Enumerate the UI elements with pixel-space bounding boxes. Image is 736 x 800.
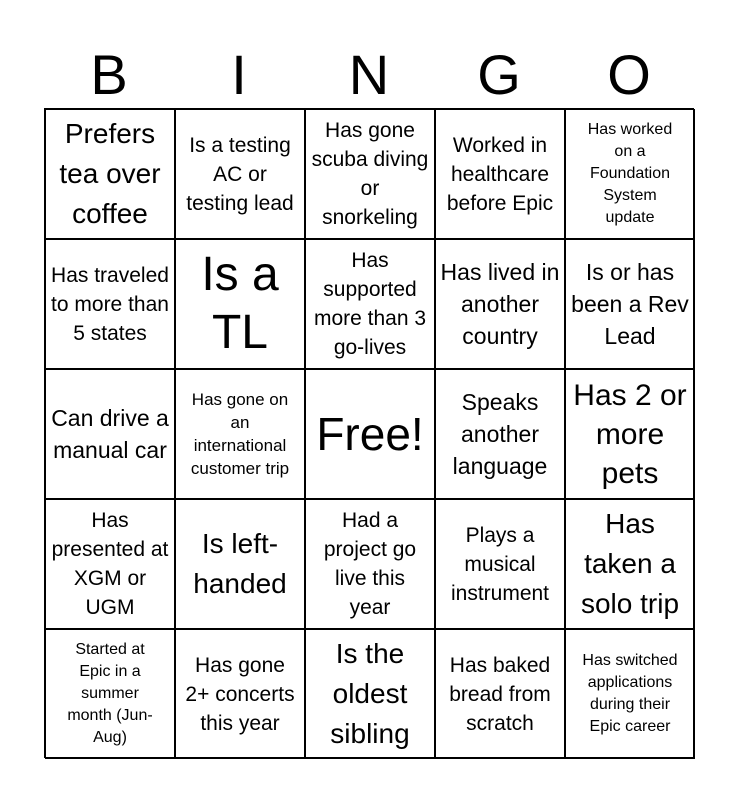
- bingo-cell-r5c4[interactable]: [435, 629, 565, 759]
- bingo-board: [44, 108, 694, 758]
- header-letter-g: G: [477, 43, 521, 106]
- bingo-cell-r4c2[interactable]: [175, 499, 305, 629]
- bingo-cell-r2c5[interactable]: [565, 239, 695, 369]
- bingo-cell-r4c3[interactable]: [305, 499, 435, 629]
- cell-text: Is a testing AC or testing lead: [186, 133, 294, 215]
- cell-text: Prefers tea over coffee: [59, 118, 161, 229]
- cell-text: Is the oldest sibling: [330, 638, 410, 749]
- bingo-cell-r1c5[interactable]: [565, 109, 695, 239]
- cell-text: Has presented at XGM or UGM: [51, 509, 169, 619]
- bingo-cell-r1c4[interactable]: [435, 109, 565, 239]
- bingo-cell-r4c1[interactable]: [45, 499, 175, 629]
- bingo-cell-r5c1[interactable]: [45, 629, 175, 759]
- cell-text: Has 2 or more pets: [573, 378, 687, 490]
- cell-text: Is or has been a Rev Lead: [571, 259, 689, 349]
- cell-text: Has gone on an international customer trip: [190, 390, 290, 478]
- bingo-cell-r5c2[interactable]: [175, 629, 305, 759]
- cell-text: Has traveled to more than 5 states: [51, 263, 169, 345]
- bingo-cell-r4c5[interactable]: [565, 499, 695, 629]
- bingo-cell-r3c1[interactable]: [45, 369, 175, 499]
- bingo-cell-r4c4[interactable]: [435, 499, 565, 629]
- cell-text: Has switched applications during their Epic career: [582, 652, 678, 735]
- cell-text: Has lived in another country: [440, 259, 560, 349]
- header-letter-o: O: [607, 43, 651, 106]
- cell-text: Has supported more than 3 go-lives: [313, 249, 427, 359]
- bingo-cell-r2c2[interactable]: [175, 239, 305, 369]
- cell-text: Has worked on a Foundation System update: [587, 121, 673, 226]
- cell-text: Worked in healthcare before Epic: [446, 133, 554, 215]
- bingo-cell-r1c3[interactable]: [305, 109, 435, 239]
- cell-text: Has gone 2+ concerts this year: [185, 653, 295, 735]
- bingo-cell-r5c5[interactable]: [565, 629, 695, 759]
- bingo-cell-r1c2[interactable]: [175, 109, 305, 239]
- cell-text: Has gone scuba diving or snorkeling: [311, 119, 429, 229]
- cell-text: Started at Epic in a summer month (Jun-Aug): [67, 641, 153, 746]
- cell-text: Is left-handed: [193, 528, 287, 599]
- cell-text: Is a TL: [201, 248, 279, 359]
- header-letter-b: B: [90, 43, 128, 106]
- cell-text: Speaks another language: [452, 389, 548, 479]
- bingo-cell-r2c3[interactable]: [305, 239, 435, 369]
- bingo-header: [44, 44, 694, 106]
- bingo-cell-r5c3[interactable]: [305, 629, 435, 759]
- header-letter-i: I: [231, 43, 247, 106]
- bingo-cell-r3c4[interactable]: [435, 369, 565, 499]
- bingo-cell-r3c2[interactable]: [175, 369, 305, 499]
- cell-text: Had a project go live this year: [323, 509, 417, 619]
- header-letter-n: N: [348, 43, 390, 106]
- bingo-cell-r2c4[interactable]: [435, 239, 565, 369]
- bingo-cell-r1c1[interactable]: [45, 109, 175, 239]
- bingo-cell-r2c1[interactable]: [45, 239, 175, 369]
- cell-text: Plays a musical instrument: [450, 523, 550, 605]
- free-space[interactable]: [305, 369, 435, 499]
- cell-text: Free!: [316, 408, 424, 460]
- cell-text: Can drive a manual car: [51, 405, 169, 463]
- bingo-cell-r3c5[interactable]: [565, 369, 695, 499]
- cell-text: Has baked bread from scratch: [449, 653, 551, 735]
- cell-text: Has taken a solo trip: [580, 508, 680, 619]
